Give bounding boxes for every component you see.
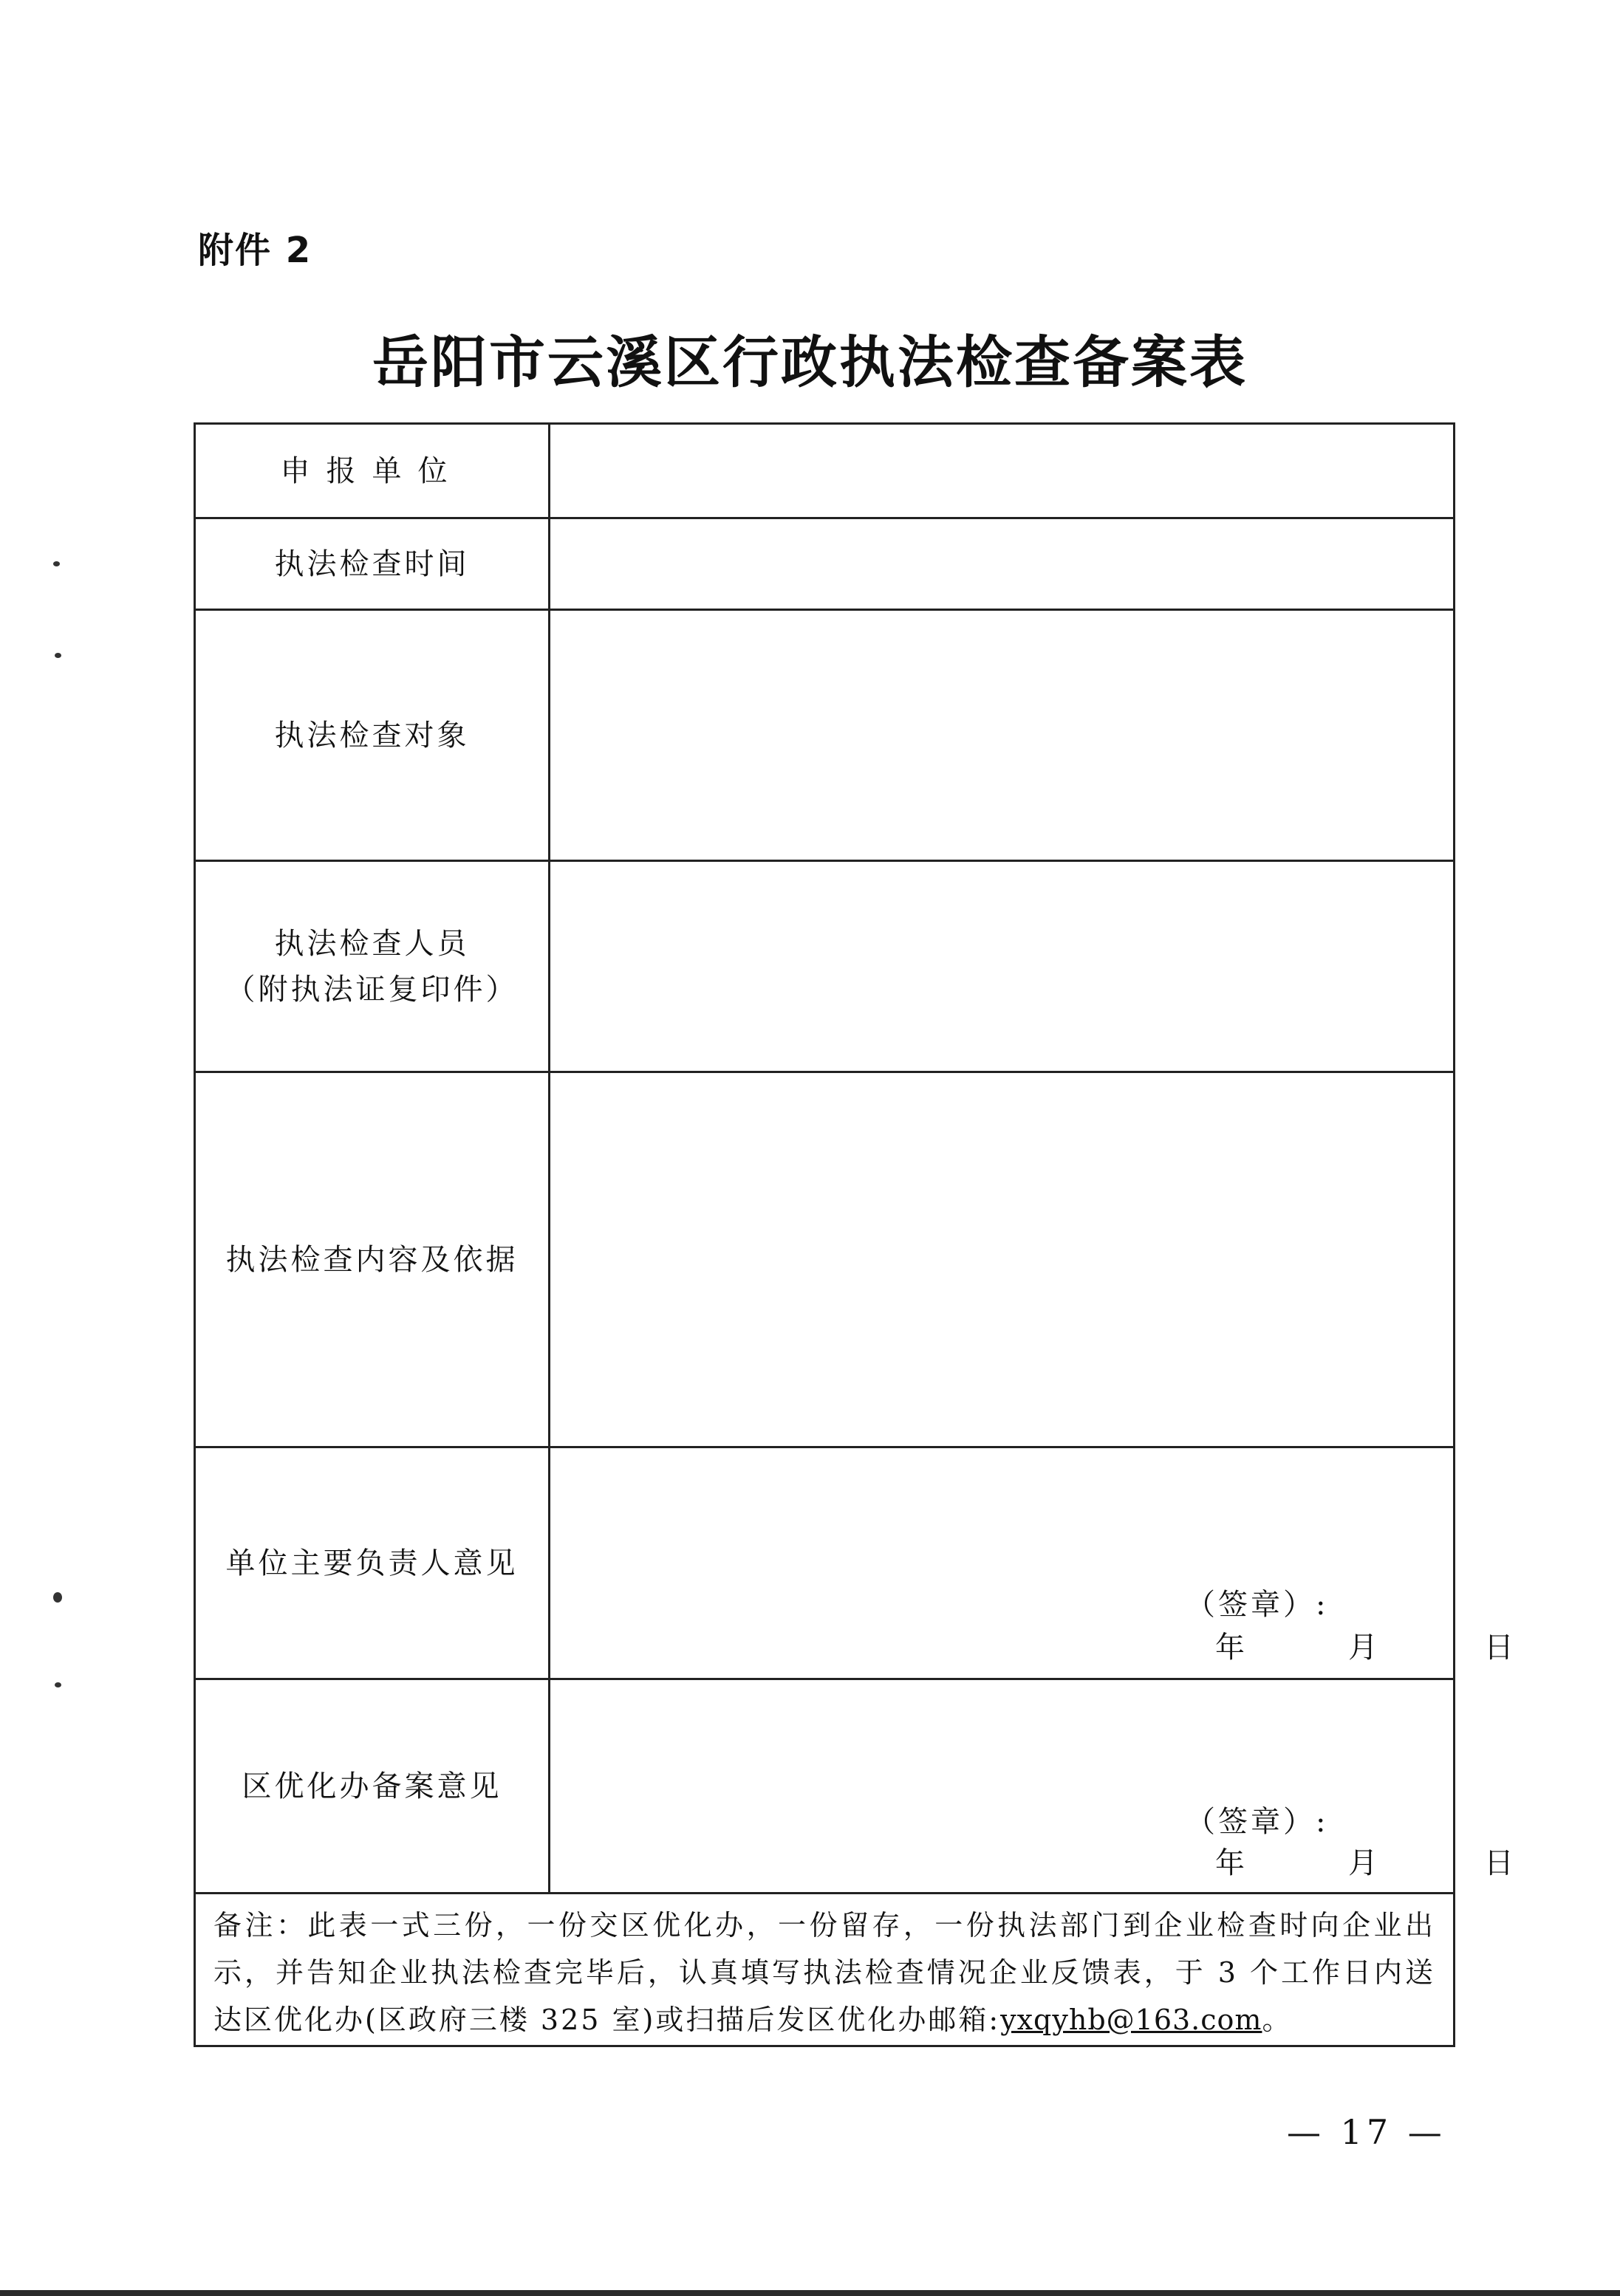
filing-form-table [194,422,1514,2047]
scan-speck [53,1592,62,1603]
attachment-label: 附件 2 [198,230,312,271]
document-title: 岳阳市云溪区行政执法检查备案表 [372,329,1248,395]
row-inspection-personnel [196,862,1453,1073]
field-office-opinion[interactable] [550,1680,1453,1892]
signature-seal-2: （签章）: [1186,1805,1329,1839]
scan-bottom-edge [0,2290,1620,2296]
label-inspection-personnel: 执法检查人员 （附执法证复印件） [196,862,550,1071]
row-inspection-target [196,611,1453,862]
scan-speck [53,561,60,566]
row-inspection-time [196,519,1453,611]
label-office-opinion: 区优化办备案意见 [196,1680,550,1892]
date-day-2: 日 [1484,1846,1514,1880]
field-inspection-personnel[interactable] [550,862,1453,1071]
date-day: 日 [1484,1631,1514,1665]
row-unit-head-opinion [196,1448,1514,1680]
label-reporting-unit: 申报单位 [196,425,550,517]
field-reporting-unit[interactable] [550,425,1453,517]
date-month: 月 [1348,1631,1378,1665]
date-year: 年 [1215,1631,1245,1665]
label-unit-head-opinion: 单位主要负责人意见 [196,1448,550,1678]
field-content-basis[interactable] [550,1073,1453,1446]
remarks-end: 。 [1262,2004,1293,2036]
scan-speck [55,653,61,658]
page-number: — 17 — [1287,2112,1446,2152]
remarks-note [196,1894,1453,2045]
field-unit-head-opinion[interactable] [550,1448,1453,1678]
field-inspection-time[interactable] [550,519,1453,609]
label-inspection-target: 执法检查对象 [196,611,550,860]
field-inspection-target[interactable] [550,611,1453,860]
row-office-opinion [196,1680,1514,1894]
label-inspection-time: 执法检查时间 [196,519,550,609]
date-month-2: 月 [1348,1846,1378,1880]
scan-speck [55,1682,61,1687]
date-year-2: 年 [1215,1846,1245,1880]
label-inspection-personnel-note: （附执法证复印件） [225,972,519,1007]
signature-seal: （签章）: [1186,1588,1329,1622]
label-content-basis: 执法检查内容及依据 [196,1073,550,1446]
row-reporting-unit [196,425,1453,519]
remarks-email: yxqyhb@163.com [1000,2004,1262,2036]
row-content-basis [196,1073,1453,1448]
remarks-text: 备注：此表一式三份，一份交区优化办，一份留存，一份执法部门到企业检查时向企业出示，并告知企业执法检查完毕后，认真填写执法检查情况企业反馈表，于 3 个工作日内送达区优化办(区政府三楼 325 室)或扫描后发区优化办邮箱: [213,1909,1435,2036]
